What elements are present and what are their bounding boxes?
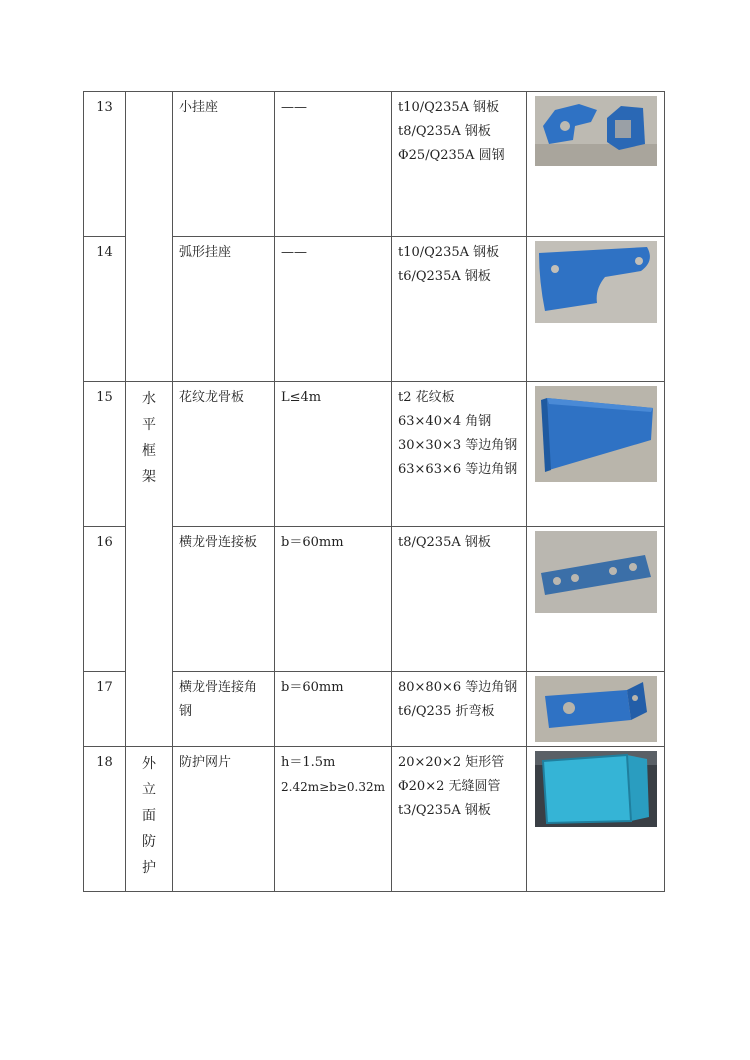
- item-spec: [275, 747, 392, 892]
- item-name: 横龙骨连接板: [173, 527, 275, 672]
- photo-cell: [527, 237, 665, 382]
- category-facade-protection: [126, 747, 173, 892]
- item-number: 17: [84, 672, 126, 747]
- category-cell-empty: [126, 92, 173, 382]
- material-line: 20×20×2 矩形管: [398, 755, 505, 770]
- material-line: t6/Q235 折弯板: [398, 704, 495, 719]
- category-char: 平: [142, 417, 156, 433]
- material-line: t10/Q235A 钢板: [398, 245, 500, 260]
- material-line: 63×63×6 等边角钢: [398, 462, 518, 477]
- item-materials: [392, 747, 527, 892]
- material-line: t8/Q235A 钢板: [398, 535, 491, 550]
- item-name: 弧形挂座: [173, 237, 275, 382]
- item-materials: [392, 92, 527, 237]
- item-name: 防护网片: [173, 747, 275, 892]
- item-materials: [392, 672, 527, 747]
- item-spec: [275, 237, 392, 382]
- table-row: [84, 92, 665, 237]
- category-char: 架: [142, 469, 156, 485]
- item-materials: [392, 382, 527, 527]
- spec-line: b＝60mm: [281, 535, 344, 550]
- material-line: Φ25/Q235A 圆钢: [398, 148, 505, 163]
- photo-cell: [527, 527, 665, 672]
- checkered-keel-plate-photo: [535, 386, 657, 482]
- table-row: [84, 747, 665, 892]
- item-materials: [392, 237, 527, 382]
- material-line: t2 花纹板: [398, 390, 455, 405]
- category-char: 防: [142, 834, 156, 850]
- item-number: 15: [84, 382, 126, 527]
- table-row: [84, 382, 665, 527]
- item-spec: [275, 672, 392, 747]
- category-char: 护: [142, 860, 156, 876]
- photo-cell: [527, 672, 665, 747]
- transverse-keel-connecting-plate-photo: [535, 531, 657, 613]
- spec-line: ——: [281, 100, 307, 115]
- category-char: 水: [142, 391, 156, 407]
- material-line: t6/Q235A 钢板: [398, 269, 491, 284]
- item-number: 16: [84, 527, 126, 672]
- material-line: 30×30×3 等边角钢: [398, 438, 518, 453]
- category-horizontal-frame: [126, 382, 173, 747]
- item-spec: [275, 92, 392, 237]
- transverse-keel-connecting-angle-photo: [535, 676, 657, 742]
- spec-line: ——: [281, 245, 307, 260]
- component-spec-table: [83, 91, 665, 892]
- spec-line: b＝60mm: [281, 680, 344, 695]
- item-name: 横龙骨连接角钢: [173, 672, 275, 747]
- spec-line: h＝1.5m: [281, 755, 336, 770]
- category-char: 面: [142, 808, 156, 824]
- photo-cell: [527, 747, 665, 892]
- small-hanger-seat-photo: [535, 96, 657, 166]
- material-line: t10/Q235A 钢板: [398, 100, 500, 115]
- item-number: 18: [84, 747, 126, 892]
- material-line: 63×40×4 角钢: [398, 414, 492, 429]
- material-line: t8/Q235A 钢板: [398, 124, 491, 139]
- item-spec: [275, 382, 392, 527]
- item-spec: [275, 527, 392, 672]
- item-name: 花纹龙骨板: [173, 382, 275, 527]
- spec-line: L≤4m: [281, 390, 322, 405]
- arc-hanger-seat-photo: [535, 241, 657, 323]
- item-name: 小挂座: [173, 92, 275, 237]
- spec-line: 2.42m≥b≥0.32m: [281, 780, 385, 794]
- category-char: 立: [142, 782, 156, 798]
- category-char: 框: [142, 443, 156, 459]
- item-number: 13: [84, 92, 126, 237]
- category-char: 外: [142, 756, 156, 772]
- item-materials: [392, 527, 527, 672]
- material-line: t3/Q235A 钢板: [398, 803, 491, 818]
- material-line: 80×80×6 等边角钢: [398, 680, 518, 695]
- item-number: 14: [84, 237, 126, 382]
- photo-cell: [527, 92, 665, 237]
- protective-mesh-panel-photo: [535, 751, 657, 827]
- material-line: Φ20×2 无缝圆管: [398, 779, 501, 794]
- photo-cell: [527, 382, 665, 527]
